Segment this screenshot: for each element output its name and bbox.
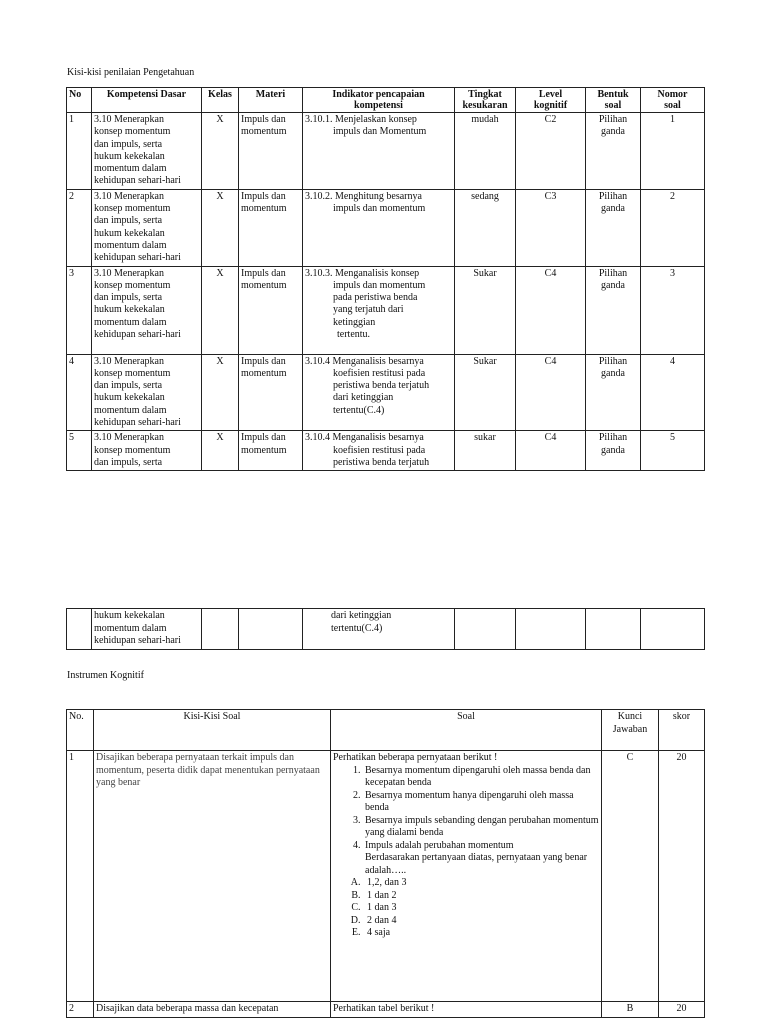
table-row [67,189,705,266]
cell-indikator: dari ketinggian tertentu(C.4) [303,609,455,650]
cell-nomor: 5 [641,431,705,471]
table-row [67,266,705,354]
cell-no: 1 [67,751,94,1002]
cell-kisi: Disajikan data beberapa massa dan kecepatan [94,1002,331,1018]
cell-bentuk: Pilihan ganda [586,431,641,471]
list-item: 4. Impuls adalah perubahan momentum [363,840,599,853]
cell-no: 2 [67,189,92,266]
caption-kisi-kisi: Kisi-kisi penilaian Pengetahuan [67,67,195,78]
list-item: 1. Besarnya momentum dipengaruhi oleh massa benda dan kecepatan benda [363,765,599,790]
option-item: E. 4 saja [363,927,599,940]
cell-bentuk: Pilihan ganda [586,113,641,190]
header-skor: skor [659,710,705,751]
header-soal: Soal [331,710,602,751]
cell-materi: Impuls dan momentum [239,354,303,431]
header-kelas: Kelas [202,88,239,113]
cell-nomor: 3 [641,266,705,354]
option-item: B. 1 dan 2 [363,890,599,903]
header-bentuk: Bentuk soal [586,88,641,113]
cell-kd: hukum kekekalan momentum dalam kehidupan sehari-hari [92,609,202,650]
cell-no: 5 [67,431,92,471]
cell-level: C4 [516,266,586,354]
cell-indikator: 3.10.3. Menganalisis konsep impuls dan momentum pada peristiwa benda yang terjatuh dari ketinggian tertentu. [303,266,455,354]
cell-kelas: X [202,266,239,354]
cell-indikator: 3.10.4 Menganalisis besarnya koefisien restitusi pada peristiwa benda terjatuh dari ketinggian tertentu(C.4) [303,354,455,431]
instrumen-table [66,709,705,1018]
cell-no: 3 [67,266,92,354]
cell-tingkat: sukar [455,431,516,471]
list-item: 2. Besarnya momentum hanya dipengaruhi oleh massa benda [363,790,599,815]
cell-tingkat: mudah [455,113,516,190]
option-item: A. 1,2, dan 3 [363,877,599,890]
cell-nomor: 1 [641,113,705,190]
header-tingkat: Tingkat kesukaran [455,88,516,113]
cell-no: 4 [67,354,92,431]
cell-kunci: B [602,1002,659,1018]
cell-nomor: 2 [641,189,705,266]
statement-list [333,765,599,853]
cell-kd: 3.10 Menerapkan konsep momentum dan impuls, serta hukum kekekalan momentum dalam kehidupan sehari-hari [92,354,202,431]
cell-soal: Perhatikan tabel berikut ! [331,1002,602,1018]
cell-materi: Impuls dan momentum [239,431,303,471]
header-row [67,710,705,751]
cell-kelas: X [202,431,239,471]
soal-intro: Perhatikan beberapa pernyataan berikut ! [333,752,498,763]
cell-skor: 20 [659,1002,705,1018]
cell-indikator: 3.10.1. Menjelaskan konsep impuls dan Momentum [303,113,455,190]
cell-kunci: C [602,751,659,1002]
cell-bentuk: Pilihan ganda [586,189,641,266]
cell-tingkat: Sukar [455,266,516,354]
header-kisi-kisi-soal: Kisi-Kisi Soal [94,710,331,751]
soal-question: Berdasarakan pertanyaan diatas, pernyataan yang benar adalah….. [365,852,588,876]
header-nomor: Nomor soal [641,88,705,113]
cell-no: 2 [67,1002,94,1018]
table-row [67,431,705,471]
cell-materi: Impuls dan momentum [239,266,303,354]
cell-kelas: X [202,113,239,190]
cell-level: C4 [516,354,586,431]
cell-kd: 3.10 Menerapkan konsep momentum dan impuls, serta hukum kekekalan momentum dalam kehidupan sehari-hari [92,266,202,354]
cell-kelas: X [202,354,239,431]
header-row [67,88,705,113]
table-row [67,354,705,431]
header-materi: Materi [239,88,303,113]
header-kunci: Kunci Jawaban [602,710,659,751]
cell-level: C2 [516,113,586,190]
cell-bentuk: Pilihan ganda [586,354,641,431]
header-no: No [67,88,92,113]
cell-kd: 3.10 Menerapkan konsep momentum dan impuls, serta [92,431,202,471]
cell-indikator: 3.10.2. Menghitung besarnya impuls dan momentum [303,189,455,266]
cell-level: C4 [516,431,586,471]
cell-materi: Impuls dan momentum [239,189,303,266]
table-row [67,609,705,650]
list-item: 3. Besarnya impuls sebanding dengan perubahan momentum yang dialami benda [363,815,599,840]
cell-level: C3 [516,189,586,266]
header-kompetensi-dasar: Kompetensi Dasar [92,88,202,113]
option-item: C. 1 dan 3 [363,902,599,915]
cell-skor: 20 [659,751,705,1002]
cell-materi: Impuls dan momentum [239,113,303,190]
cell-indikator: 3.10.4 Menganalisis besarnya koefisien restitusi pada peristiwa benda terjatuh [303,431,455,471]
cell-soal [331,751,602,1002]
cell-bentuk: Pilihan ganda [586,266,641,354]
table-row [67,751,705,1002]
table-row [67,1002,705,1018]
header-indikator: Indikator pencapaian kompetensi [303,88,455,113]
header-level: Level kognitif [516,88,586,113]
option-item: D. 2 dan 4 [363,915,599,928]
cell-nomor: 4 [641,354,705,431]
table-row [67,113,705,190]
cell-kisi: Disajikan beberapa pernyataan terkait impuls dan momentum, peserta didik dapat menentukan pernyataan yang benar [94,751,331,1002]
cell-kd: 3.10 Menerapkan konsep momentum dan impuls, serta hukum kekekalan momentum dalam kehidupan sehari-hari [92,189,202,266]
cell-tingkat: sedang [455,189,516,266]
cell-kelas: X [202,189,239,266]
kisi-kisi-table-continued [66,608,705,650]
kisi-kisi-table [66,87,705,471]
cell-kd: 3.10 Menerapkan konsep momentum dan impuls, serta hukum kekekalan momentum dalam kehidupan sehari-hari [92,113,202,190]
cell-no: 1 [67,113,92,190]
option-list [333,877,599,940]
cell-tingkat: Sukar [455,354,516,431]
caption-instrumen: Instrumen Kognitif [67,670,144,681]
header-no: No. [67,710,94,751]
